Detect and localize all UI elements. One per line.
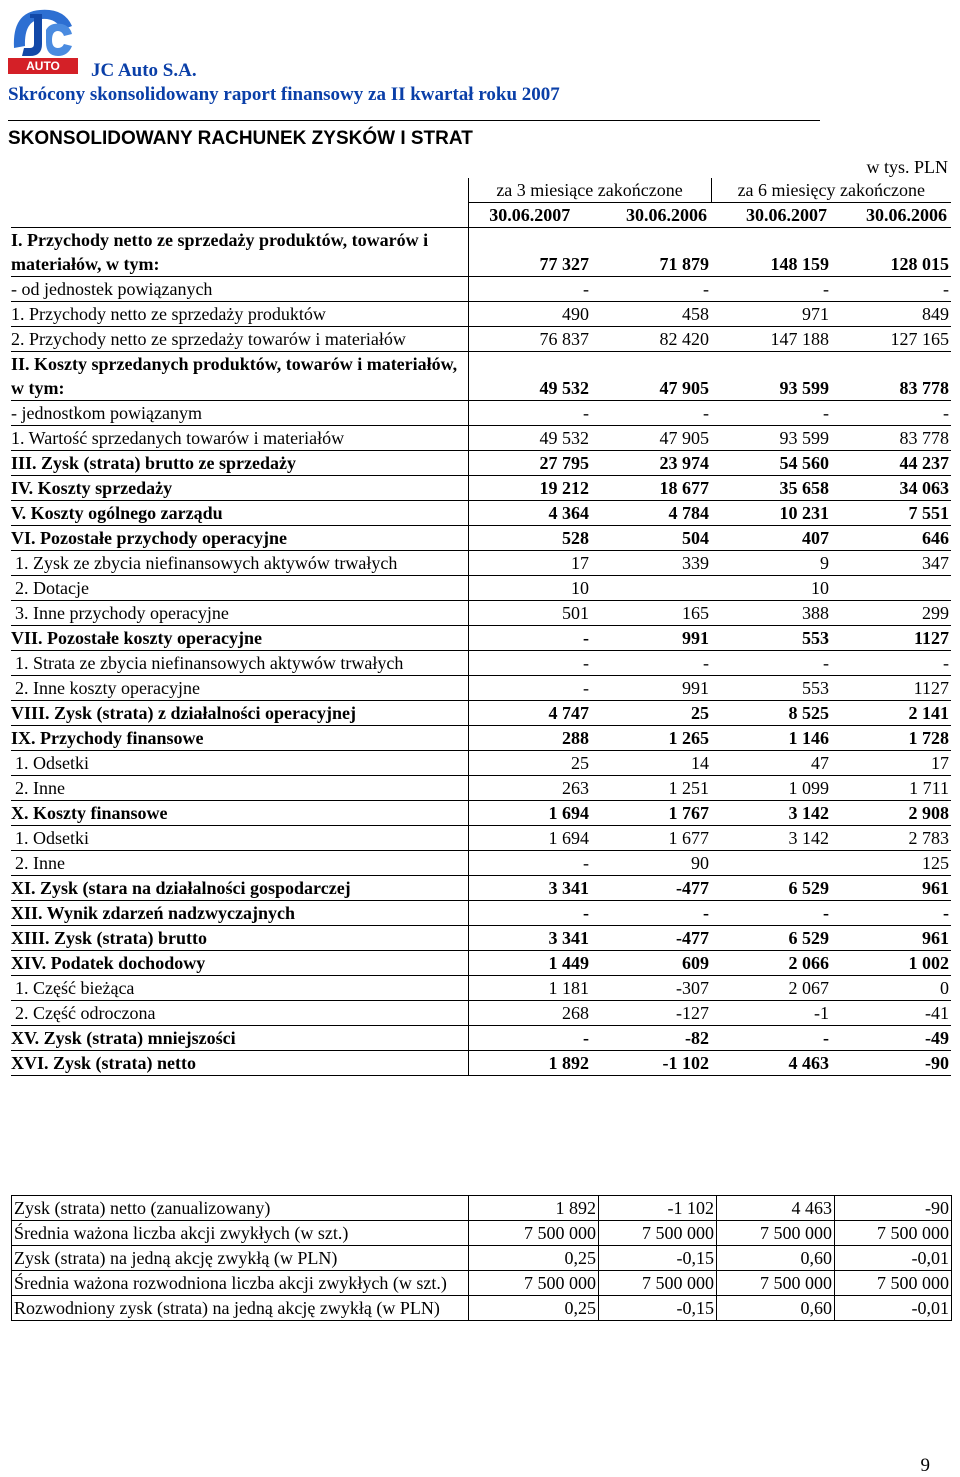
row-value: 1 677 [591,826,711,851]
eps-row [12,1196,952,1221]
row-value: 961 [831,876,951,901]
eps-row [12,1296,952,1321]
row-value: 147 188 [711,327,831,352]
row-value: 10 [711,576,831,601]
row-label [11,426,468,451]
table-row [11,451,951,476]
row-value: 49 532 [468,426,591,451]
eps-value: 7 500 000 [599,1221,717,1246]
row-value: - [468,901,591,926]
date-col-4: 30.06.2006 [831,203,951,228]
row-value: 1 711 [831,776,951,801]
row-label-text: VII. Pozostałe koszty operacyjne [11,628,262,648]
table-row [11,277,951,302]
row-value: 25 [468,751,591,776]
row-value: 609 [591,951,711,976]
eps-row [12,1221,952,1246]
row-value: 49 532 [468,352,591,401]
row-value: 23 974 [591,451,711,476]
row-label-text: XIII. Zysk (strata) brutto [11,928,208,948]
table-row [11,228,951,277]
eps-label: Średnia ważona rozwodniona liczba akcji zwykłych (w szt.) [12,1271,469,1296]
row-value: - [711,277,831,302]
row-label-text: XII. Wynik zdarzeń nadzwyczajnych [11,903,296,923]
row-label-text: VIII. Zysk (strata) z działalności operacyjnej [11,703,356,723]
table-row [11,951,951,976]
row-label [11,1051,468,1076]
row-value: 1 146 [711,726,831,751]
row-value: 6 529 [711,876,831,901]
row-value: 47 [711,751,831,776]
date-col-3: 30.06.2007 [711,203,831,228]
row-label [11,576,468,601]
row-label [11,1001,468,1026]
row-label-text: XV. Zysk (strata) mniejszości [11,1028,236,1048]
eps-value: -0,15 [599,1296,717,1321]
row-value: 54 560 [711,451,831,476]
page-number: 9 [920,1455,930,1476]
eps-value: -0,01 [835,1296,952,1321]
row-label-text: III. Zysk (strata) brutto ze sprzedaży [11,453,296,473]
row-label-text: 1. Strata ze zbycia niefinansowych aktywów trwałych [15,653,404,673]
table-row [11,901,951,926]
row-value: 10 [468,576,591,601]
row-label [11,1026,468,1051]
row-label-text: VI. Pozostałe przychody operacyjne [11,528,287,548]
eps-value: 0,25 [469,1296,599,1321]
eps-label: Zysk (strata) na jedną akcję zwykłą (w PLN) [12,1246,469,1271]
row-value: -477 [591,926,711,951]
row-label-text: XIV. Podatek dochodowy [11,953,206,973]
row-value: 1127 [831,676,951,701]
row-value: - [468,651,591,676]
row-value: 991 [591,676,711,701]
row-value: 4 747 [468,701,591,726]
row-label [11,601,468,626]
row-label-text: - jednostkom powiązanym [11,403,202,423]
row-value: 299 [831,601,951,626]
column-group-row [11,178,951,203]
row-value: 90 [591,851,711,876]
eps-value: -0,15 [599,1246,717,1271]
column-group-3m: za 3 miesiące zakończone [468,178,711,203]
eps-value: 7 500 000 [835,1271,952,1296]
row-value: 1 251 [591,776,711,801]
table-row [11,327,951,352]
row-value: 82 420 [591,327,711,352]
eps-value: 1 892 [469,1196,599,1221]
row-value: 77 327 [468,228,591,277]
row-label [11,277,468,302]
row-value: 2 067 [711,976,831,1001]
row-value: 1 265 [591,726,711,751]
date-col-2: 30.06.2006 [591,203,711,228]
row-value: -82 [591,1026,711,1051]
row-value: 76 837 [468,327,591,352]
eps-label: Rozwodniony zysk (strata) na jedną akcję zwykłą (w PLN) [12,1296,469,1321]
unit-label: w tys. PLN [866,157,948,177]
row-value: 991 [591,626,711,651]
table-row [11,651,951,676]
row-value: 1 892 [468,1051,591,1076]
row-value: 93 599 [711,352,831,401]
table-row [11,1026,951,1051]
company-name: JC Auto S.A. [91,60,197,81]
table-row [11,551,951,576]
row-value: - [591,401,711,426]
row-value: 1 449 [468,951,591,976]
row-value: 3 341 [468,926,591,951]
row-label [11,626,468,651]
row-label-text: 1. Odsetki [15,828,89,848]
row-label [11,901,468,926]
row-value: 1 767 [591,801,711,826]
row-label [11,676,468,701]
row-value: 1 694 [468,801,591,826]
row-label [11,951,468,976]
company-logo [6,4,80,76]
row-value: 2 141 [831,701,951,726]
date-col-1: 30.06.2007 [468,203,591,228]
row-label [11,701,468,726]
row-value: 18 677 [591,476,711,501]
row-label-text: 1. Wartość sprzedanych towarów i materiałów [11,428,345,448]
row-label-text: 2. Część odroczona [15,1003,156,1023]
row-value [711,851,831,876]
table-row [11,801,951,826]
row-value: 10 231 [711,501,831,526]
table-row [11,302,951,327]
row-value: 7 551 [831,501,951,526]
table-row [11,826,951,851]
row-label [11,228,468,277]
row-value: 1 099 [711,776,831,801]
row-label-text: I. Przychody netto ze sprzedaży produktów, towarów i materiałów, w tym: [11,230,429,274]
dates-spacer [11,203,468,228]
table-row [11,676,951,701]
row-label-text: 2. Dotacje [15,578,89,598]
table-row [11,426,951,451]
row-label-text: XI. Zysk (stara na działalności gospodarczej [11,878,351,898]
row-label [11,451,468,476]
row-label-text: 2. Inne koszty operacyjne [15,678,200,698]
table-row [11,401,951,426]
row-label [11,826,468,851]
row-label-text: IV. Koszty sprzedaży [11,478,173,498]
row-label-text: 1. Zysk ze zbycia niefinansowych aktywów trwałych [15,553,398,573]
row-value: 2 908 [831,801,951,826]
row-value: - [831,401,951,426]
eps-value: 7 500 000 [469,1271,599,1296]
row-value: - [831,901,951,926]
eps-value: 7 500 000 [599,1271,717,1296]
row-value: - [831,277,951,302]
table-row [11,576,951,601]
row-value: - [591,651,711,676]
table-row [11,352,951,401]
table-row [11,526,951,551]
row-value: 553 [711,626,831,651]
table-row [11,1051,951,1076]
row-value: 47 905 [591,352,711,401]
row-value: 127 165 [831,327,951,352]
row-label [11,651,468,676]
table-row [11,476,951,501]
row-label-text: II. Koszty sprzedanych produktów, towarów i materiałów, w tym: [11,354,458,398]
income-statement-table [11,178,951,1076]
row-label-text: XVI. Zysk (strata) netto [11,1053,196,1073]
row-value: - [468,401,591,426]
row-value: 83 778 [831,426,951,451]
row-value: 528 [468,526,591,551]
eps-value: 0,60 [717,1246,835,1271]
row-value: 3 341 [468,876,591,901]
row-label [11,302,468,327]
report-subtitle: Skrócony skonsolidowany raport finansowy za II kwartał roku 2007 [8,84,560,105]
row-value: 17 [468,551,591,576]
row-value: 93 599 [711,426,831,451]
row-value: 407 [711,526,831,551]
row-value: 504 [591,526,711,551]
row-value: 388 [711,601,831,626]
row-value: 849 [831,302,951,327]
row-value: 128 015 [831,228,951,277]
eps-label: Zysk (strata) netto (zanualizowany) [12,1196,469,1221]
eps-value: -90 [835,1196,952,1221]
logo-text: AUTO [26,59,60,73]
row-value: 1 181 [468,976,591,1001]
eps-label: Średnia ważona liczba akcji zwykłych (w szt.) [12,1221,469,1246]
row-value: 1 694 [468,826,591,851]
eps-value: 0,60 [717,1296,835,1321]
row-value: - [591,277,711,302]
table-row [11,701,951,726]
table-row [11,926,951,951]
row-value: 71 879 [591,228,711,277]
row-value: 25 [591,701,711,726]
row-value: 490 [468,302,591,327]
eps-value: 0,25 [469,1246,599,1271]
table-row [11,1001,951,1026]
row-label [11,526,468,551]
row-label-text: 3. Inne przychody operacyjne [15,603,229,623]
row-label [11,751,468,776]
eps-value: 7 500 000 [717,1221,835,1246]
row-label [11,851,468,876]
row-value: - [711,1026,831,1051]
row-value: 14 [591,751,711,776]
row-value: 961 [831,926,951,951]
row-label-text: 1. Część bieżąca [15,978,135,998]
row-value: 4 463 [711,1051,831,1076]
row-value: -307 [591,976,711,1001]
row-label-text: 2. Przychody netto ze sprzedaży towarów i materiałów [11,329,406,349]
table-row [11,876,951,901]
row-value: 8 525 [711,701,831,726]
eps-row [12,1271,952,1296]
row-value: - [468,626,591,651]
row-value: -1 102 [591,1051,711,1076]
row-value: 47 905 [591,426,711,451]
row-value: - [468,277,591,302]
row-label [11,352,468,401]
row-value: 4 784 [591,501,711,526]
row-value: 2 783 [831,826,951,851]
eps-value: 7 500 000 [835,1221,952,1246]
header-rule [8,120,820,121]
row-value: 3 142 [711,801,831,826]
row-value: -49 [831,1026,951,1051]
table-row [11,976,951,1001]
row-value: 3 142 [711,826,831,851]
row-value: 165 [591,601,711,626]
row-value: 44 237 [831,451,951,476]
table-row [11,501,951,526]
eps-table [11,1195,952,1321]
row-value: - [831,651,951,676]
row-value: - [468,676,591,701]
row-value: 288 [468,726,591,751]
section-title: SKONSOLIDOWANY RACHUNEK ZYSKÓW I STRAT [8,128,473,149]
row-value: 263 [468,776,591,801]
dates-row [11,203,951,228]
row-label [11,976,468,1001]
table-row [11,601,951,626]
row-value: 0 [831,976,951,1001]
row-value: -477 [591,876,711,901]
row-label [11,776,468,801]
row-label-text: 2. Inne [15,853,65,873]
row-value: 34 063 [831,476,951,501]
row-value: 4 364 [468,501,591,526]
row-label-text: 1. Przychody netto ze sprzedaży produktów [11,304,326,324]
row-value: 19 212 [468,476,591,501]
row-value: 646 [831,526,951,551]
row-value: 339 [591,551,711,576]
row-label [11,476,468,501]
row-value: - [468,851,591,876]
row-label-text: IX. Przychody finansowe [11,728,204,748]
row-value: -41 [831,1001,951,1026]
eps-value: 4 463 [717,1196,835,1221]
row-label [11,726,468,751]
eps-value: -0,01 [835,1246,952,1271]
row-label-text: X. Koszty finansowe [11,803,168,823]
row-label-text: 2. Inne [15,778,65,798]
row-value: 1 728 [831,726,951,751]
row-value: 2 066 [711,951,831,976]
row-value: 458 [591,302,711,327]
row-value: 553 [711,676,831,701]
row-value: 347 [831,551,951,576]
table-row [11,626,951,651]
row-label [11,801,468,826]
row-label [11,551,468,576]
row-value: - [591,901,711,926]
row-value: 27 795 [468,451,591,476]
row-value: 148 159 [711,228,831,277]
row-label-text: 1. Odsetki [15,753,89,773]
row-value: 268 [468,1001,591,1026]
row-label [11,926,468,951]
row-value [591,576,711,601]
row-label-text: - od jednostek powiązanych [11,279,213,299]
table-row [11,751,951,776]
row-value: - [711,651,831,676]
column-group-6m: za 6 miesięcy zakończone [711,178,951,203]
eps-value: 7 500 000 [717,1271,835,1296]
row-value: 17 [831,751,951,776]
row-value: 1127 [831,626,951,651]
row-label-text: V. Koszty ogólnego zarządu [11,503,223,523]
row-value: 125 [831,851,951,876]
row-value: -90 [831,1051,951,1076]
row-value: - [711,401,831,426]
row-value: 501 [468,601,591,626]
row-value: -1 [711,1001,831,1026]
row-value: - [468,1026,591,1051]
row-label [11,501,468,526]
eps-value: 7 500 000 [469,1221,599,1246]
eps-value: -1 102 [599,1196,717,1221]
header-spacer [11,178,468,203]
row-label [11,876,468,901]
row-label [11,327,468,352]
row-value: 83 778 [831,352,951,401]
eps-row [12,1246,952,1271]
row-value [831,576,951,601]
row-value: 35 658 [711,476,831,501]
row-value: - [711,901,831,926]
row-value: 6 529 [711,926,831,951]
row-value: 1 002 [831,951,951,976]
table-row [11,851,951,876]
table-row [11,726,951,751]
row-label [11,401,468,426]
table-row [11,776,951,801]
row-value: 971 [711,302,831,327]
row-value: -127 [591,1001,711,1026]
row-value: 9 [711,551,831,576]
